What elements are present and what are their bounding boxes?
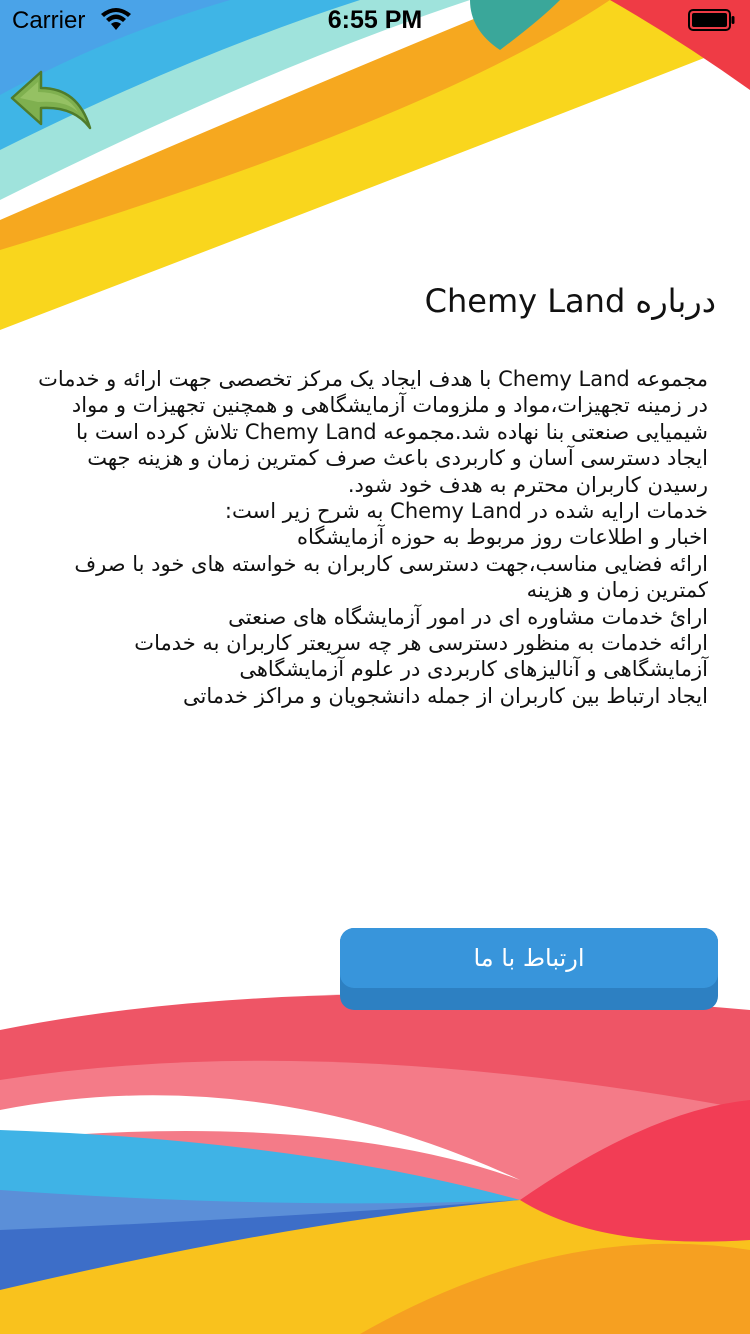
about-service-item: ایجاد ارتباط بین کاربران از جمله دانشجویان و مراکز خدماتی (183, 683, 708, 708)
bottom-wave-decoration (0, 990, 750, 1334)
about-service-item: اخبار و اطلاعات روز مربوط به حوزه آزمایشگاه (297, 525, 708, 550)
back-button[interactable] (8, 66, 94, 136)
contact-us-label: ارتباط با ما (340, 928, 718, 988)
page-title: درباره Chemy Land (424, 282, 716, 320)
about-text (36, 366, 708, 709)
contact-us-button[interactable] (340, 928, 718, 1010)
about-service-item: ارائه فضایی مناسب،جهت دسترسی کاربران به خواسته های خود با صرف کمترین زمان و هزینه (74, 551, 708, 603)
about-paragraph: مجموعه Chemy Land با هدف ایجاد یک مرکز تخصصی جهت ارائه و خدمات در زمینه تجهیزات،مواد و ملزومات آزمایشگاهی و همچنین تجهیزات و مواد شیمیایی صنعتی بنا نهاده شد.مجموعه Chemy Land تلاش کرده است با ایجاد دسترسی آسان و کاربردی باعث صرف کمترین زمان و هزینه جهت رسیدن کاربران محترم به هدف خود شود. (38, 367, 708, 497)
about-service-item: ارائه خدمات به منظور دسترسی هر چه سریعتر کاربران به خدمات آزمایشگاهی و آنالیزهای کاربردی در علوم آزمایشگاهی (134, 631, 708, 682)
back-arrow-icon (8, 66, 94, 136)
status-bar (0, 0, 750, 40)
about-services-heading: خدمات ارایه شده در Chemy Land به شرح زیر است: (224, 499, 708, 524)
carrier-label: Carrier (12, 7, 86, 34)
battery-icon (688, 9, 736, 31)
status-time: 6:55 PM (327, 6, 423, 34)
about-service-item: ارائ خدمات مشاوره ای در امور آزمایشگاه های صنعتی (228, 604, 708, 629)
